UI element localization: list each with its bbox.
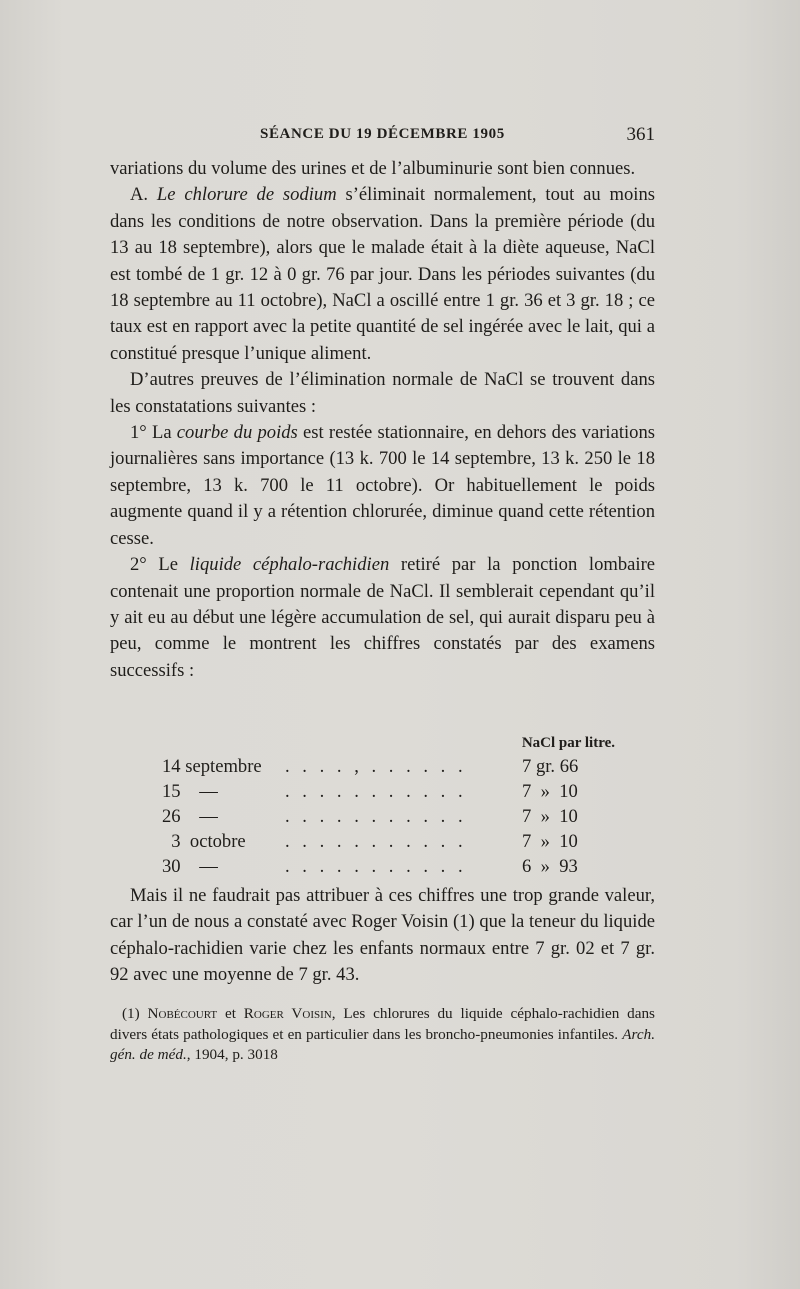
paragraph-body: est restée stationnaire, en dehors des variations journalières sans importance (13 k. 700 le 14 septembre, 13 k. 250 le 18 septembre, 13 k. 700 le 11 octobre). Or habituellement le poids augmente quand il y a rétention chlorurée, diminue quand cette rétention cesse. bbox=[110, 422, 655, 549]
row-value: 7 » 10 bbox=[522, 806, 578, 827]
main-text bbox=[110, 156, 655, 684]
row-date: 30 — bbox=[162, 856, 218, 877]
closing-text bbox=[110, 883, 655, 989]
row-value: 7 » 10 bbox=[522, 831, 578, 852]
leader-dots: . . . . . . . . . . . bbox=[285, 806, 467, 827]
row-value: 7 gr. 66 bbox=[522, 756, 579, 777]
footnote-marker: (1) bbox=[122, 1005, 148, 1022]
table-row bbox=[110, 756, 655, 781]
running-title: SÉANCE DU 19 DÉCEMBRE 1905 bbox=[260, 126, 505, 142]
paragraph-liquide bbox=[110, 552, 655, 684]
row-value: 7 » 10 bbox=[522, 781, 578, 802]
footnote-author: Nobécourt bbox=[147, 1005, 218, 1022]
leader-dots: . . . . . . . . . . . bbox=[285, 856, 467, 877]
row-date: 14 septembre bbox=[162, 756, 262, 777]
table-column-header bbox=[110, 735, 655, 755]
row-date: 3 octobre bbox=[162, 831, 246, 852]
nacl-table bbox=[110, 756, 655, 881]
footnote-text bbox=[110, 1004, 655, 1066]
page-number: 361 bbox=[626, 124, 655, 145]
paragraph-poids bbox=[110, 420, 655, 552]
footnote-body: , Les chlorures du liquide céphalo-rachidien dans divers états pathologiques et en particulier dans les broncho-pneumonies infantiles. bbox=[110, 1005, 655, 1043]
paragraph-lead: 2° Le bbox=[130, 554, 190, 576]
column-header-nacl: NaCl par litre. bbox=[521, 735, 615, 751]
row-date: 26 — bbox=[162, 806, 218, 827]
footnote-connector: et bbox=[217, 1005, 244, 1022]
paragraph-chlorure bbox=[110, 182, 655, 367]
footnote-journal: Arch. gén. de méd. bbox=[110, 1025, 655, 1063]
paragraph-preuves: D’autres preuves de l’élimination normale de NaCl se trouvent dans les constatations suivantes : bbox=[110, 369, 655, 417]
paragraph-continuation: variations du volume des urines et de l’albuminurie sont bien connues. bbox=[110, 158, 636, 179]
italic-term: liquide céphalo-rachidien bbox=[189, 554, 390, 576]
leader-dots: . . . . , . . . . . . bbox=[285, 756, 467, 777]
page-header bbox=[110, 124, 655, 152]
footnote-author: Roger Voisin bbox=[243, 1005, 332, 1022]
italic-term: Le chlorure de sodium bbox=[156, 184, 337, 206]
leader-dots: . . . . . . . . . . . bbox=[285, 781, 467, 802]
footnote-citation: , 1904, p. 3018 bbox=[186, 1046, 278, 1063]
footnote bbox=[110, 1004, 655, 1066]
leader-dots: . . . . . . . . . . . bbox=[285, 831, 467, 852]
paragraph-lead: A. bbox=[130, 184, 157, 206]
row-value: 6 » 93 bbox=[522, 856, 578, 877]
italic-term: courbe du poids bbox=[176, 422, 298, 444]
table-row bbox=[110, 806, 655, 831]
paragraph-body: s’éliminait normalement, tout au moins dans les conditions de notre observation. Dans la première période (du 13 au 18 septembre), alors que le malade était à la diète aqueuse, NaCl est tombé de 1 gr. 12 à 0 gr. 76 par jour. Dans les périodes suivantes (du 18 septembre au 11 octobre), NaCl a oscillé entre 1 gr. 36 et 3 gr. 18 ; ce taux est en rapport avec la petite quantité de sel ingérée avec le lait, qui a constitué presque l’unique aliment. bbox=[110, 184, 656, 364]
paragraph-valeur: Mais il ne faudrait pas attribuer à ces chiffres une trop grande valeur, car l’un de nous a constaté avec Roger Voisin (1) que la teneur du liquide céphalo-rachidien varie chez les enfants normaux entre 7 gr. 02 et 7 gr. 92 avec une moyenne de 7 gr. 43. bbox=[110, 885, 655, 986]
table-row bbox=[110, 781, 655, 806]
paragraph-body: retiré par la ponction lombaire contenait une proportion normale de NaCl. Il semblerait cependant qu’il y ait eu au début une légère accumulation de sel, qui aurait disparu peu à peu, comme le montrent les chiffres constatés par des examens successifs : bbox=[110, 554, 656, 681]
table-row bbox=[110, 831, 655, 856]
row-date: 15 — bbox=[162, 781, 218, 802]
paragraph-lead: 1° La bbox=[130, 422, 177, 444]
table-row bbox=[110, 856, 655, 881]
